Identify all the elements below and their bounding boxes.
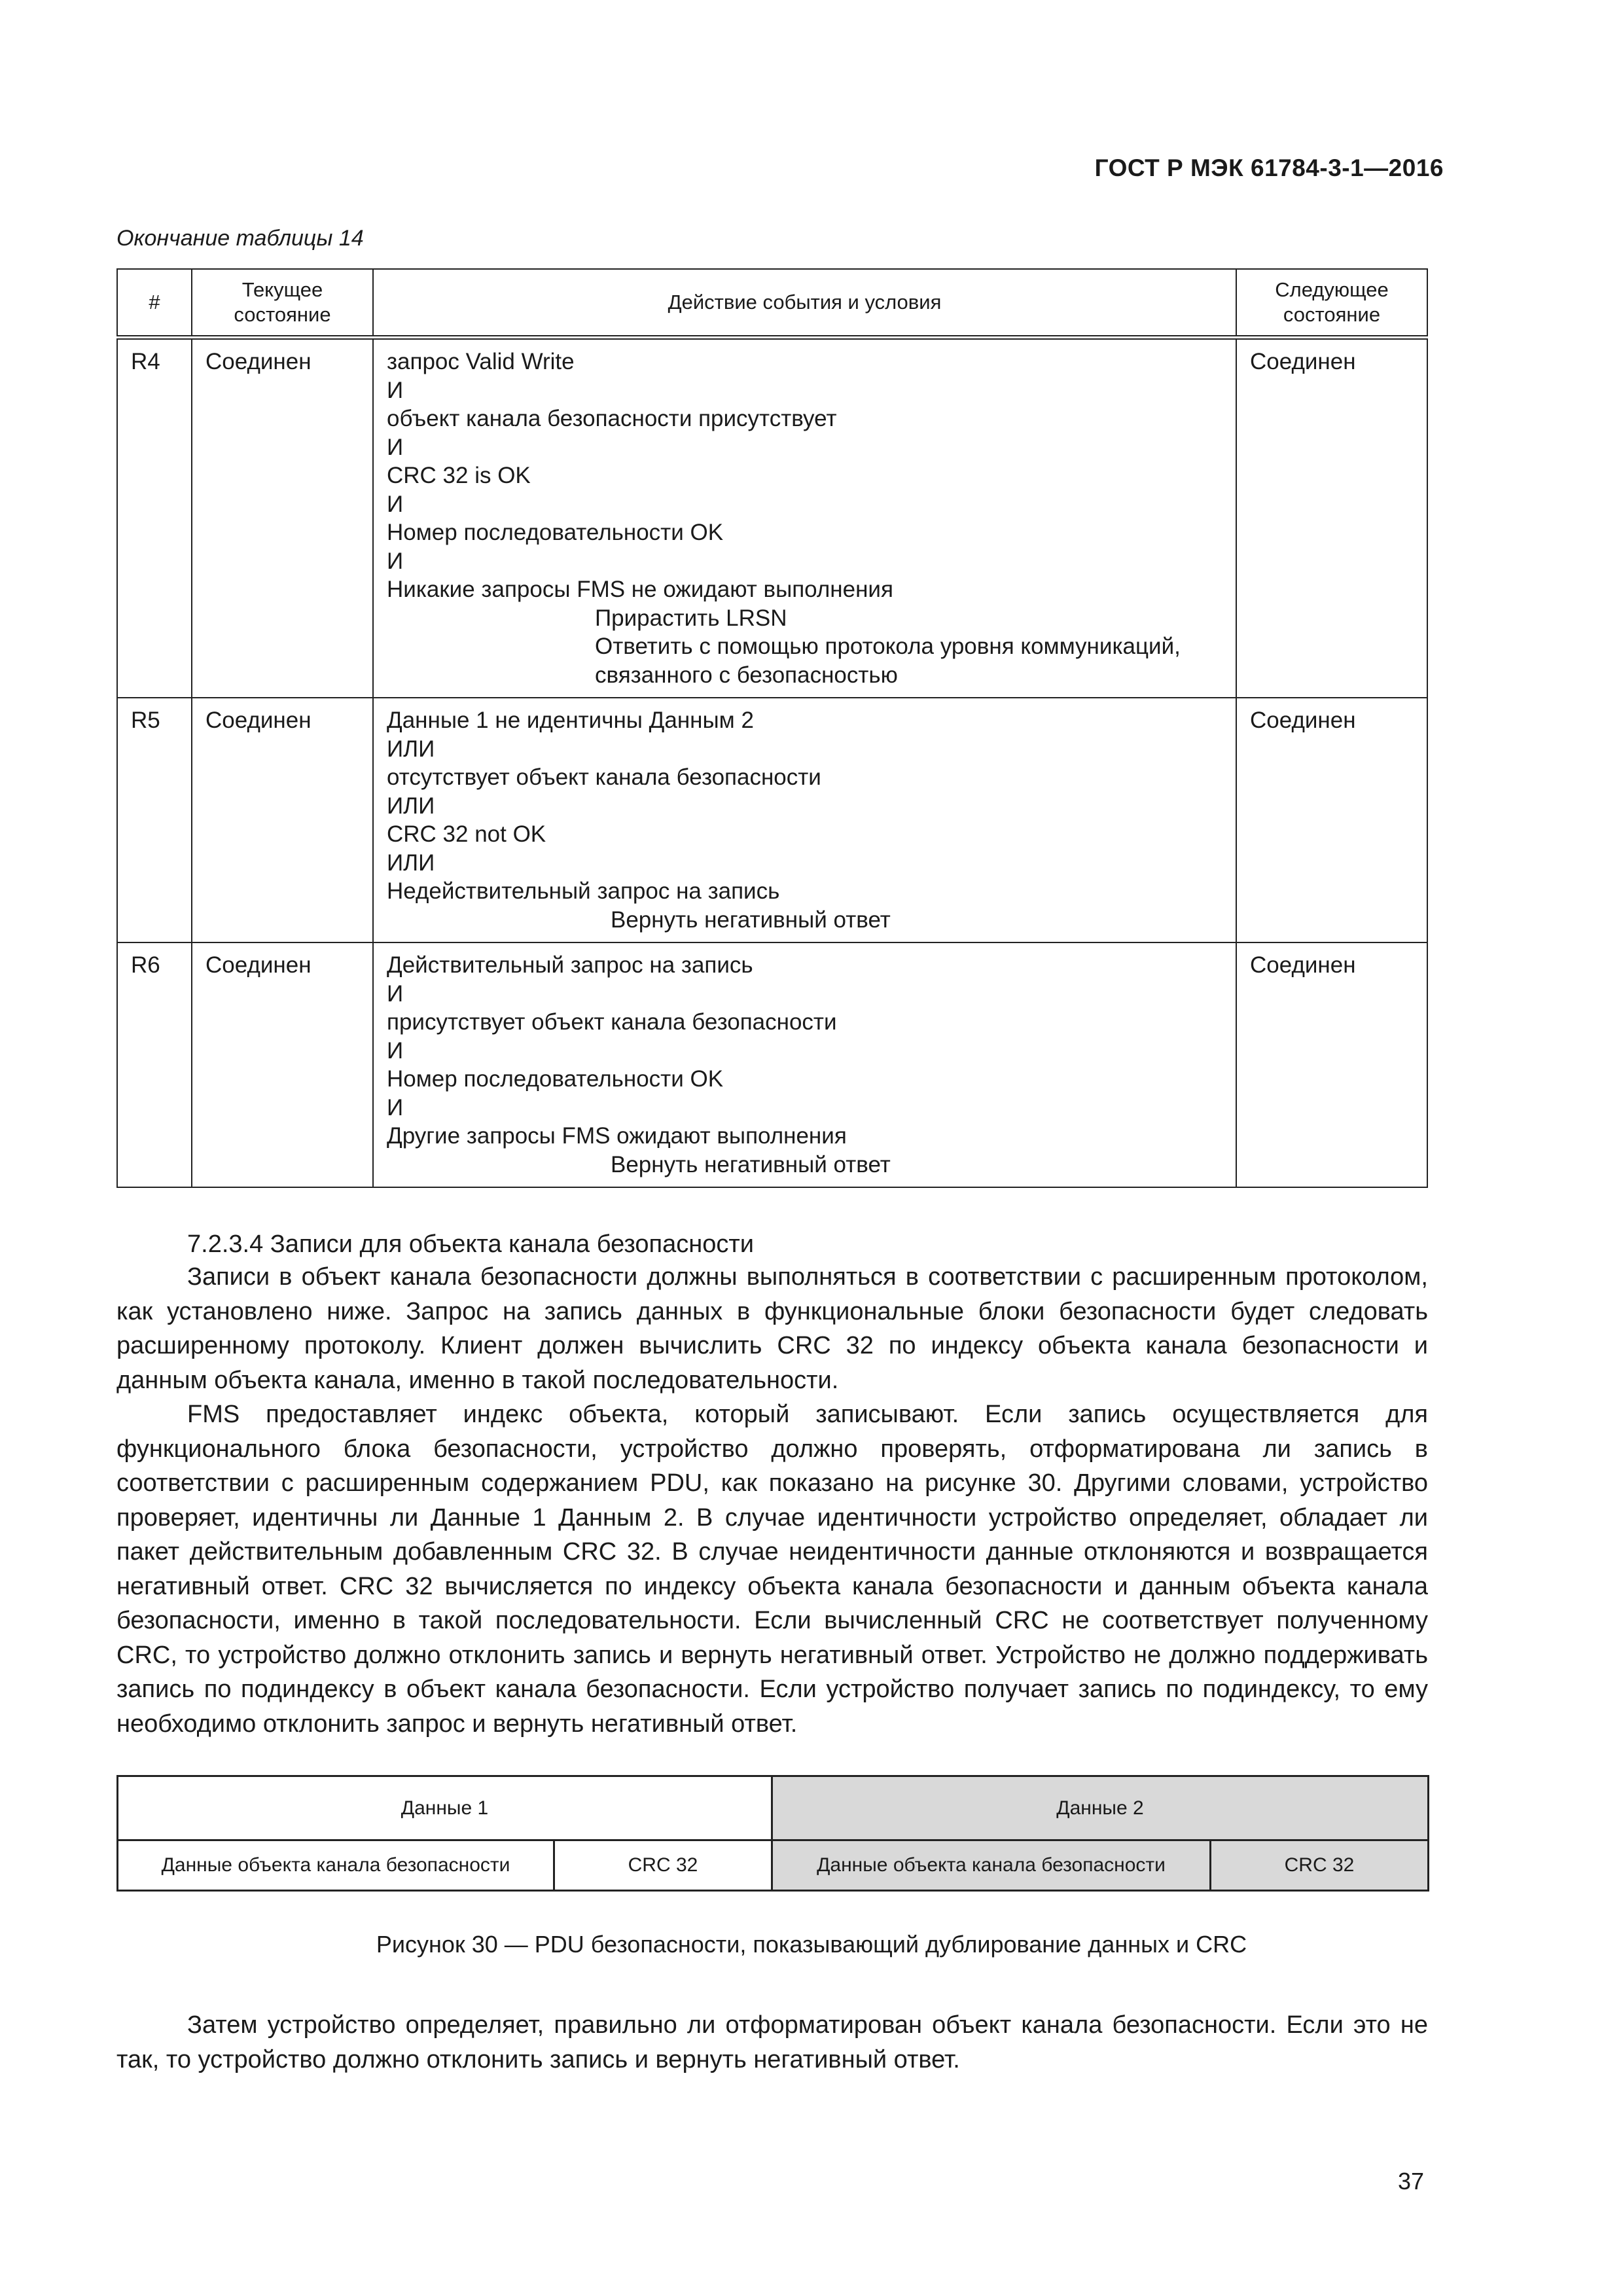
condition-line: Никакие запросы FMS не ожидают выполнения xyxy=(387,577,893,602)
standard-designation: ГОСТ Р МЭК 61784-3-1—2016 xyxy=(1094,154,1444,181)
condition-line: И xyxy=(387,980,404,1007)
paragraph: Записи в объект канала безопасности должны выполняться в соответствии с расширенным протоколом, как установлено ниже. Запрос на запись данных в функциональные блоки безопасности будет следовать расширенному протоколу. Клиент должен вычислить CRC 32 по индексу объекта канала безопасности и данным объекта канала, именно в такой последовательности. xyxy=(116,1263,1428,1394)
header-current-state: Текущее состояние xyxy=(192,269,373,338)
action-line: Вернуть негативный ответ xyxy=(611,906,891,933)
page-number: 37 xyxy=(1397,2168,1424,2195)
condition-line: Недействительный запрос на запись xyxy=(387,878,780,904)
table-row xyxy=(117,942,1427,1187)
condition-line: Номер последовательности OK xyxy=(387,1066,724,1092)
state-transition-table xyxy=(116,268,1428,1188)
condition-line: И xyxy=(387,434,404,460)
condition-line: ИЛИ xyxy=(387,736,435,762)
row-current-state: Соединен xyxy=(192,338,373,698)
condition-line: отсутствует объект канала безопасности xyxy=(387,764,821,790)
data1-cell: Данные 1 xyxy=(116,1775,773,1841)
condition-line: CRC 32 not OK xyxy=(387,821,546,847)
condition-line: Данные 1 не идентичны Данным 2 xyxy=(387,708,754,733)
action-line: Ответить с помощью протокола уровня коммуникаций, xyxy=(595,634,1181,659)
condition-line: CRC 32 is OK xyxy=(387,463,531,488)
header-next-state: Следующее состояние xyxy=(1236,269,1427,338)
condition-line: Другие запросы FMS ожидают выполнения xyxy=(387,1123,847,1149)
condition-line: Номер последовательности OK xyxy=(387,520,724,545)
figure-caption: Рисунок 30 — PDU безопасности, показывающий дублирование данных и CRC xyxy=(376,1931,1247,1958)
condition-line: запрос Valid Write xyxy=(387,349,575,374)
table-header-row xyxy=(117,269,1427,338)
condition-line: Действительный запрос на запись xyxy=(387,952,753,978)
row-number: R4 xyxy=(117,338,192,698)
condition-line: объект канала безопасности присутствует xyxy=(387,406,837,431)
condition-line: И xyxy=(387,548,404,574)
condition-line: И xyxy=(387,1094,404,1121)
condition-line: ИЛИ xyxy=(387,850,435,876)
table-row xyxy=(117,338,1427,698)
row-next-state: Соединен xyxy=(1236,698,1427,942)
row-next-state: Соединен xyxy=(1236,338,1427,698)
row-number: R5 xyxy=(117,698,192,942)
condition-line: ИЛИ xyxy=(387,793,435,819)
section-title: 7.2.3.4 Записи для объекта канала безопасности xyxy=(187,1230,754,1258)
closing-paragraph: Затем устройство определяет, правильно ли отформатирован объект канала безопасности. Если это не так, то устройство должно отклонить запись и вернуть негативный ответ. xyxy=(116,2011,1428,2073)
header-number: # xyxy=(117,269,192,338)
data1-object-cell: Данные объекта канала безопасности xyxy=(116,1839,555,1892)
action-line: связанного с безопасностью xyxy=(595,662,898,688)
paragraph: FMS предоставляет индекс объекта, который записывают. Если запись осуществляется для функционального блока безопасности, устройство должно проверять, отформатирована ли запись в соответствии с расширенным содержанием PDU, как показано на рисунке 30. Другими словами, устройство проверяет, идентичны ли Данные 1 Данным 2. В случае идентичности устройство определяет, обладает ли пакет действительным добавленным CRC 32. В случае неидентичности данные отклоняются и возвращается негативный ответ. CRC 32 вычисляется по индексу объекта канала безопасности и данным объекта канала безопасности, именно в такой последовательности. Если вычисленный CRC не соответствует полученному CRC, то устройство должно отклонить запись и вернуть негативный ответ. Устройство не должно поддерживать запись по подиндексу в объект канала безопасности. Если устройство получает запись по подиндексу, то ему необходимо отклонить запрос и вернуть негативный ответ. xyxy=(116,1401,1428,1738)
row-next-state: Соединен xyxy=(1236,942,1427,1187)
condition-line: присутствует объект канала безопасности xyxy=(387,1009,837,1035)
row-current-state: Соединен xyxy=(192,698,373,942)
data1-crc-cell: CRC 32 xyxy=(553,1839,773,1892)
row-conditions xyxy=(373,698,1236,942)
header-action: Действие события и условия xyxy=(373,269,1236,338)
action-line: Вернуть негативный ответ xyxy=(611,1151,891,1177)
condition-line: И xyxy=(387,1037,404,1064)
row-current-state: Соединен xyxy=(192,942,373,1187)
data2-cell: Данные 2 xyxy=(771,1775,1429,1841)
row-conditions xyxy=(373,338,1236,698)
table-row xyxy=(117,698,1427,942)
condition-line: И xyxy=(387,491,404,517)
data2-crc-cell: CRC 32 xyxy=(1209,1839,1429,1892)
row-conditions xyxy=(373,942,1236,1187)
action-line: Прирастить LRSN xyxy=(595,605,787,631)
data2-object-cell: Данные объекта канала безопасности xyxy=(771,1839,1211,1892)
condition-line: И xyxy=(387,377,404,403)
table-continuation-caption: Окончание таблицы 14 xyxy=(116,226,364,251)
row-number: R6 xyxy=(117,942,192,1187)
pdu-figure xyxy=(116,1775,1429,1892)
